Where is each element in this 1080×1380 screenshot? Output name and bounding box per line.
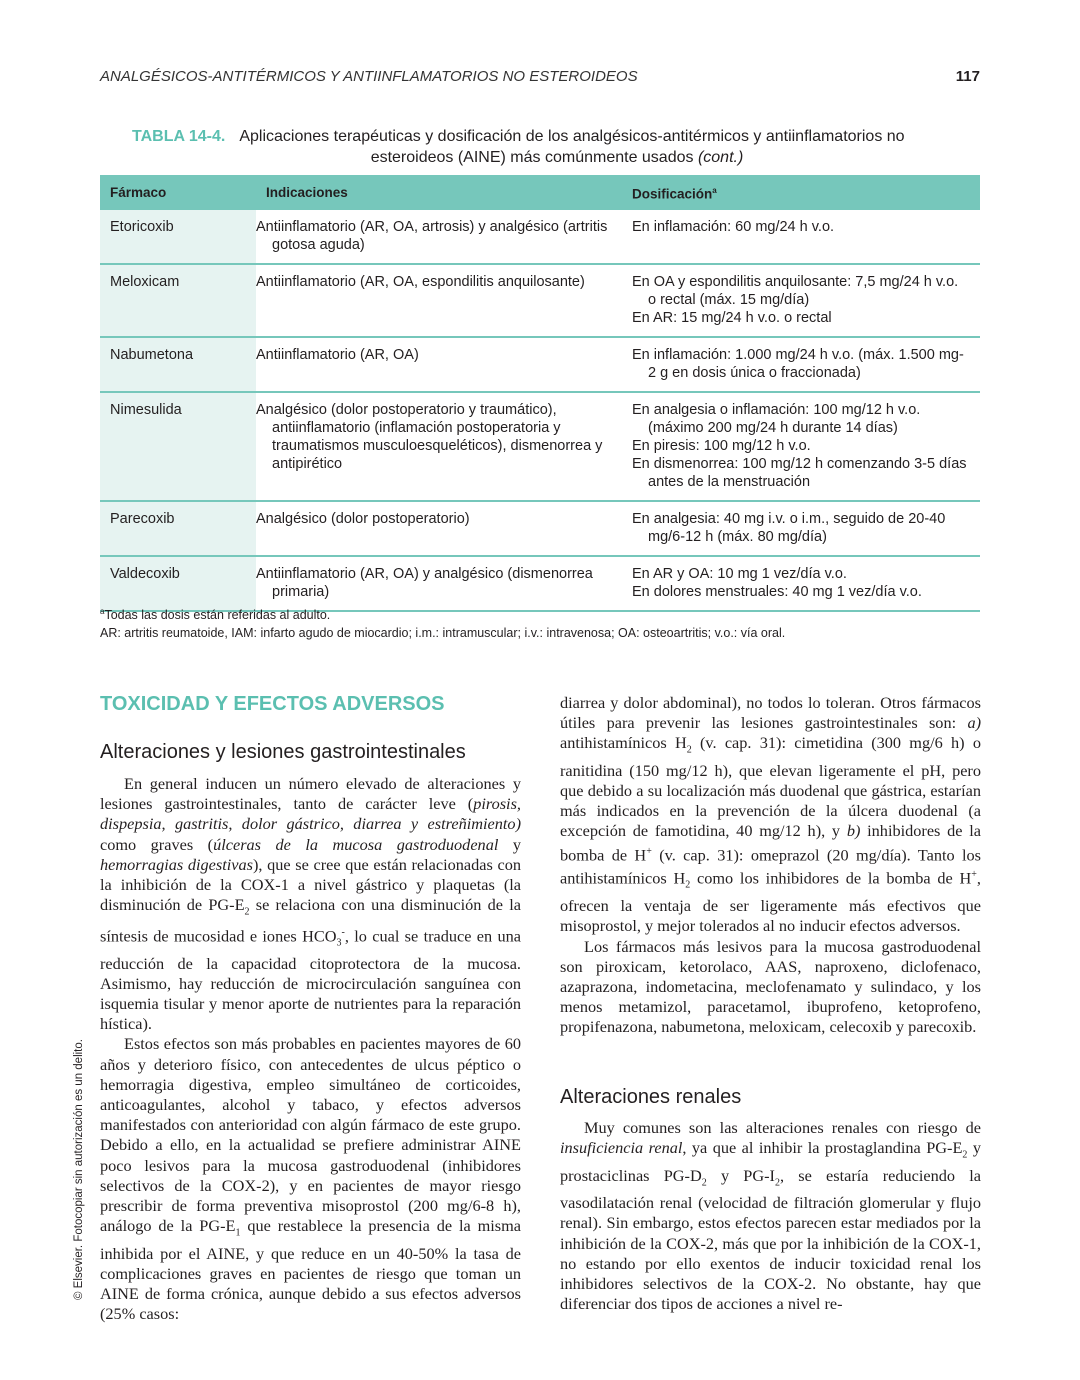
text-segment: b) (846, 821, 861, 841)
table-abbreviations: AR: artritis reumatoide, IAM: infarto agudo de miocardio; i.m.: intramuscular; i.v.: intravenosa; OA: osteoartritis; v.o.: vía oral. (100, 626, 786, 640)
right-column-text (560, 693, 981, 1038)
table-row (100, 556, 980, 611)
dosage (622, 501, 980, 556)
text-segment: que restablece la presencia de la misma inhibida por el AINE, y que reduce en un 40-50% la tasa de complicaciones graves en pacientes de riesgo que toman un AINE de forma crónica, aunque debido a sus efectos adversos (25% casos: (100, 1216, 521, 1324)
renal-text (560, 1118, 981, 1314)
indication: Analgésico (dolor postoperatorio y traumático), antiinflamatorio (inflamación postoperatoria y traumatismos musculoesqueléticos), dismenorrea y antipirético (256, 392, 622, 501)
text-segment: 2 (701, 1176, 707, 1188)
indication: Antiinflamatorio (AR, OA) y analgésico (dismenorrea primaria) (256, 556, 622, 611)
footnote-marker: a (100, 607, 105, 616)
text-segment: como graves ( (100, 834, 214, 854)
paragraph (560, 693, 981, 937)
drug-name: Nimesulida (100, 392, 256, 501)
indication: Antiinflamatorio (AR, OA) (256, 337, 622, 392)
dosage-line: En dismenorrea: 100 mg/12 h comenzando 3-5 días antes de la menstruación (632, 456, 967, 490)
table-footnote (100, 607, 330, 622)
text-segment: 2 (774, 1176, 780, 1188)
text-segment: insuficiencia renal (560, 1138, 683, 1158)
text-segment: se relaciona con una disminución de la síntesis de mucosidad e iones HCO (100, 895, 522, 946)
text-segment: , ofrecen la ventaja de ser ligeramente más efectivos que misoprostol, y mejor tolerados al no inducir efectos adversos. (560, 868, 981, 936)
drug-name: Valdecoxib (100, 556, 256, 611)
text-segment: inhibidores de la bomba de H (560, 821, 981, 865)
paragraph (100, 1034, 521, 1324)
dosage-footnote-marker: a (712, 185, 717, 195)
table-label: TABLA 14-4. (132, 128, 226, 145)
table-caption (132, 126, 962, 168)
text-segment: y prostaciclinas PG-D (560, 1138, 981, 1185)
col-header-dosage-text: Dosificación (632, 186, 713, 202)
indication: Antiinflamatorio (AR, OA, espondilitis anquilosante) (256, 264, 622, 337)
col-header-drug: Fármaco (100, 175, 256, 210)
text-segment: 2 (244, 906, 250, 918)
table-row (100, 501, 980, 556)
text-segment: , ya que al inhibir la prostaglandina PG-E (682, 1138, 963, 1158)
indication: Antiinflamatorio (AR, OA, artrosis) y analgésico (artritis gotosa aguda) (256, 210, 622, 264)
dosage-line: En inflamación: 60 mg/24 h v.o. (632, 219, 835, 235)
running-header: ANALGÉSICOS-ANTITÉRMICOS Y ANTIINFLAMATORIOS NO ESTEROIDEOS (100, 68, 638, 85)
footnote-text: Todas las dosis están referidas al adulto. (104, 608, 331, 623)
dosage (622, 337, 980, 392)
paragraph (560, 937, 981, 1038)
left-column-text (100, 774, 521, 1324)
drug-name: Parecoxib (100, 501, 256, 556)
text-segment: , lo cual se traduce en una reducción de la capacidad citoprotectora de la mucosa. Asimismo, hay reducción de microcirculación sanguínea con isquemia tisular y menor aporte de nutrientes para la reparación hística). (100, 926, 522, 1034)
drug-name: Meloxicam (100, 264, 256, 337)
text-segment: y PG-I (706, 1165, 775, 1185)
dosage-line: En analgesia: 40 mg i.v. o i.m., seguido de 20-40 mg/6-12 h (máx. 80 mg/día) (632, 511, 946, 545)
text-segment: hemorragias digestivas (100, 854, 253, 874)
text-segment: 2 (686, 744, 692, 756)
dosage-line: En inflamación: 1.000 mg/24 h v.o. (máx. 1.500 mg-2 g en dosis única o fraccionada) (632, 347, 964, 381)
table-title-line2: esteroideos (AINE) más comúnmente usados (370, 149, 698, 166)
text-segment: 2 (962, 1149, 968, 1161)
text-segment: pirosis, dispepsia, gastritis, dolor gástrico, diarrea y estreñimiento) (100, 794, 521, 834)
copyright-note: © Elsevier. Fotocopiar sin autorización es un delito. (73, 1039, 85, 1300)
text-segment: Muy comunes son las alteraciones renales con riesgo de (584, 1118, 981, 1137)
dosage-line: En dolores menstruales: 40 mg 1 vez/día v.o. (632, 584, 922, 600)
text-segment: - (341, 926, 345, 938)
text-segment: + (646, 845, 652, 857)
col-header-indications: Indicaciones (256, 175, 622, 210)
dosage (622, 556, 980, 611)
text-segment: diarrea y dolor abdominal), no todos lo toleran. Otros fármacos útiles para prevenir las lesiones gastrointestinales son: (560, 693, 981, 733)
text-segment: , se estaría reduciendo la vasodilatación renal (velocidad de filtración glomerular y flujo renal). Sin embargo, estos efectos parecen estar mediados por la inhibición de la COX-2, más que por la inhibición de la COX-1, no estando por ello exentos de inducir toxicidad renal los inhibidores selectivos de la COX-2. No obstante, hay que diferenciar dos tipos de acciones a nivel re- (560, 1165, 982, 1314)
drug-name: Nabumetona (100, 337, 256, 392)
text-segment: como los inhibidores de la bomba de H (690, 868, 972, 888)
section-title: TOXICIDAD Y EFECTOS ADVERSOS (100, 693, 445, 715)
table-title-line1: Aplicaciones terapéuticas y dosificación de los analgésicos-antitérmicos y antiinflamatorios no (239, 128, 905, 145)
text-segment: antihistamínicos H (560, 733, 687, 753)
text-segment: 1 (235, 1227, 241, 1239)
text-segment: (v. cap. 31): cimetidina (300 mg/6 h) o ranitidina (150 mg/12 h), que elevan ligeramente el pH, pero que debido a su localización más duodenal que gástrica, estarían más indicados en la prevención de la úlcera duodenal (a excepción de famotidina, 40 mg/12 h), y (560, 733, 981, 841)
text-segment: + (971, 869, 977, 881)
drug-table (100, 175, 980, 612)
table-row (100, 337, 980, 392)
col-header-dosage (622, 175, 980, 210)
subsection-title-gi: Alteraciones y lesiones gastrointestinales (100, 741, 466, 763)
paragraph (560, 1118, 981, 1314)
dosage-line: En OA y espondilitis anquilosante: 7,5 mg/24 h v.o. o rectal (máx. 15 mg/día) (632, 274, 959, 308)
paragraph (100, 774, 521, 1034)
dosage (622, 264, 980, 337)
drug-name: Etoricoxib (100, 210, 256, 264)
dosage-line: En analgesia o inflamación: 100 mg/12 h v.o. (máximo 200 mg/24 h durante 14 días) (632, 402, 921, 436)
subsection-title-renal: Alteraciones renales (560, 1086, 742, 1108)
dosage-line: En piresis: 100 mg/12 h v.o. (632, 438, 811, 454)
dosage (622, 392, 980, 501)
text-segment: 3 (336, 937, 342, 949)
text-segment: Los fármacos más lesivos para la mucosa gastroduodenal son piroxicam, ketorolaco, AAS, naproxeno, diclofenaco, azaprazona, indometacina, meclofenamato y sulindaco, y los menos metamizol, paracetamol, ibuprofeno, ketoprofeno, propifenazona, nabumetona, meloxicam, celecoxib y parecoxib. (560, 936, 981, 1037)
dosage-line: En AR: 15 mg/24 h v.o. o rectal (632, 310, 832, 326)
table-row (100, 392, 980, 501)
page-number: 117 (955, 68, 980, 85)
text-segment: (v. cap. 31): omeprazol (20 mg/día). Tanto los antihistamínicos H (560, 845, 982, 888)
text-segment: ), que se cree que están relacionadas con la inhibición de la COX-1 a nivel gástrico y plaquetas (la disminución de PG-E (100, 854, 521, 915)
text-segment: Estos efectos son más probables en pacientes mayores de 60 años y deterioro físico, con antecedentes de ulcus péptico o hemorragia digestiva, empleo simultáneo de corticoides, anticoagulantes, alcohol y tabaco, y efectos adversos manifestados con anterioridad con algún fármaco de este grupo. Debido a ello, en la actualidad se prefiere administrar AINE poco lesivos para la mucosa gastroduodenal (inhibidores selectivos de la COX-2), y en pacientes de mayor riesgo prescribir de forma preventiva misoprostol (200 mg/6-8 h), análogo de la PG-E (100, 1034, 521, 1236)
indication: Analgésico (dolor postoperatorio) (256, 501, 622, 556)
text-segment: En general inducen un número elevado de alteraciones y lesiones gastrointestinales, tanto de carácter leve ( (100, 774, 521, 814)
table-row (100, 264, 980, 337)
table-row (100, 210, 980, 264)
table-title-cont: (cont.) (697, 149, 744, 166)
text-segment: a) (967, 713, 981, 733)
text-segment: úlceras de la mucosa gastroduodenal (213, 834, 499, 854)
dosage-line: En AR y OA: 10 mg 1 vez/día v.o. (632, 566, 847, 582)
dosage (622, 210, 980, 264)
text-segment: y (498, 834, 521, 854)
text-segment: 2 (685, 879, 691, 891)
